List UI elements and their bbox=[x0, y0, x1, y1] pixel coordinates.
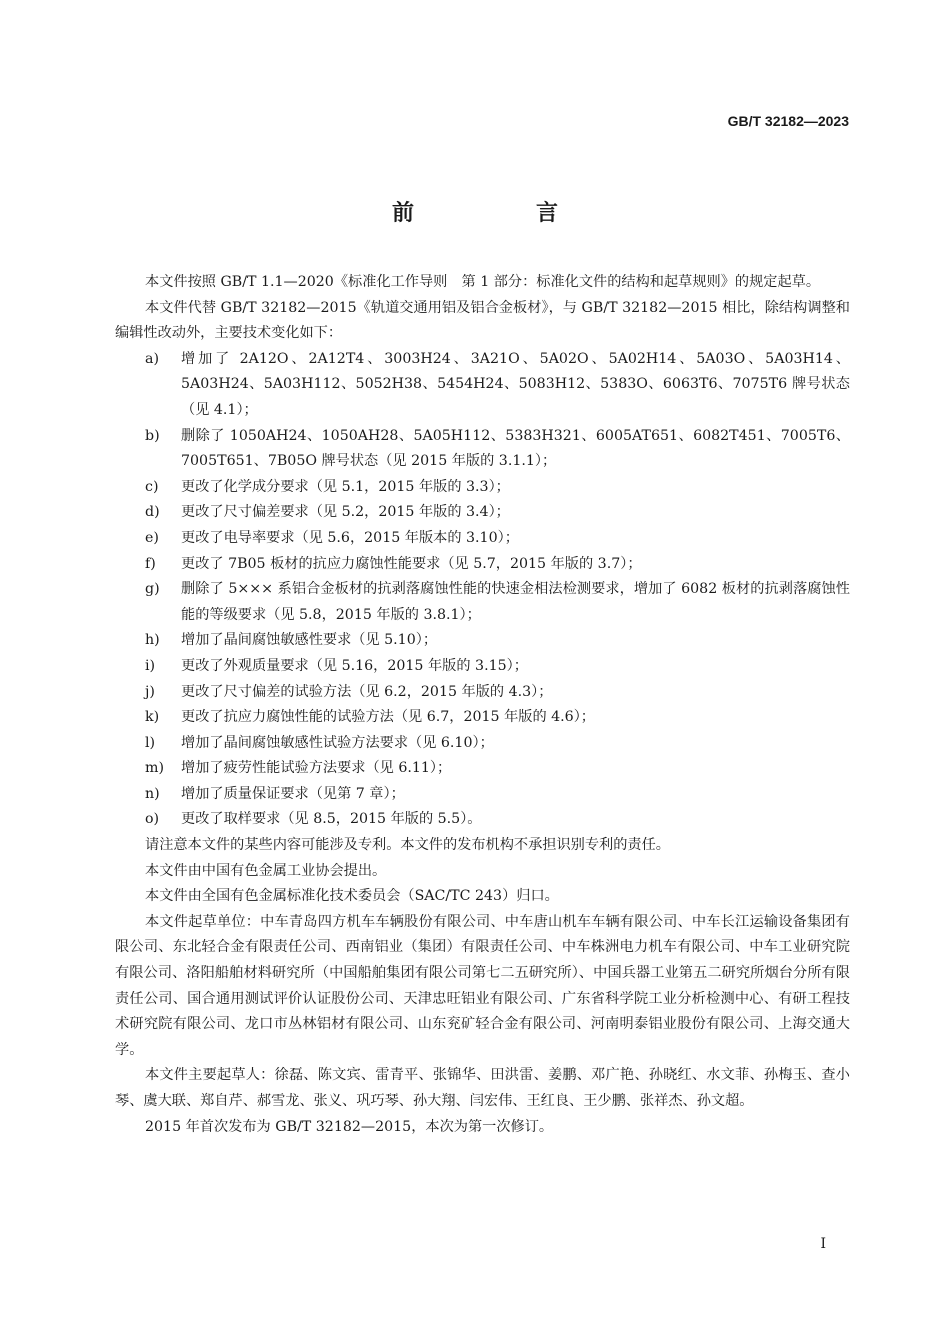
list-marker: a) bbox=[145, 350, 159, 367]
paragraph-proposer: 本文件由中国有色金属工业协会提出。 bbox=[145, 862, 387, 879]
list-marker: e) bbox=[145, 529, 159, 546]
list-marker: g) bbox=[145, 581, 160, 598]
list-item-text: 增加了质量保证要求（见第 7 章）； bbox=[181, 785, 405, 802]
changes-list bbox=[115, 347, 850, 833]
page-title: 前 言 bbox=[391, 201, 608, 226]
list-item-text: 增加了晶间腐蚀敏感性试验方法要求（见 6.10）； bbox=[181, 734, 494, 751]
list-marker: l) bbox=[145, 734, 156, 751]
list-item-text: 更改了电导率要求（见 5.6，2015 年版本的 3.10）； bbox=[181, 529, 519, 546]
list-item-text: 增加了晶间腐蚀敏感性要求（见 5.10）； bbox=[181, 632, 438, 649]
list-marker: c) bbox=[145, 478, 159, 495]
list-item bbox=[115, 782, 850, 808]
paragraph-patent-notice: 请注意本文件的某些内容可能涉及专利。本文件的发布机构不承担识别专利的责任。 bbox=[145, 837, 670, 854]
list-marker: f) bbox=[145, 555, 156, 572]
paragraph-drafting-rules: 本文件按照 GB/T 1.1—2020《标准化工作导则 第 1 部分：标准化文件的结构和起草规则》的规定起草。 bbox=[145, 274, 821, 290]
list-item-text: 更改了尺寸偏差的试验方法（见 6.2，2015 年版的 4.3）； bbox=[181, 683, 553, 700]
list-item bbox=[115, 731, 850, 757]
list-item bbox=[115, 500, 850, 526]
list-item bbox=[115, 628, 850, 654]
paragraph-committee: 本文件由全国有色金属标准化技术委员会（SAC/TC 243）归口。 bbox=[145, 888, 559, 905]
list-marker: k) bbox=[145, 709, 160, 726]
list-item bbox=[115, 475, 850, 501]
standard-code: GB/T 32182—2023 bbox=[727, 113, 849, 129]
list-marker: n) bbox=[145, 785, 160, 802]
list-marker: h) bbox=[145, 632, 160, 649]
list-item bbox=[115, 347, 850, 424]
list-marker: j) bbox=[145, 683, 155, 700]
list-item-text: 更改了 7B05 板材的抗应力腐蚀性能要求（见 5.7，2015 年版的 3.7）； bbox=[181, 555, 642, 572]
list-item bbox=[115, 526, 850, 552]
list-item-text: 更改了抗应力腐蚀性能的试验方法（见 6.7，2015 年版的 4.6）； bbox=[181, 709, 595, 726]
list-item bbox=[115, 577, 850, 628]
list-marker: b) bbox=[145, 427, 160, 444]
list-item bbox=[115, 654, 850, 680]
list-item-text: 删除了 1050AH24、1050AH28、5A05H112、5383H321、6005AT651、6082T451、7005T6、7005T651、7B05O 牌号状态（见 2015 年版的 3.1.1）； bbox=[181, 427, 850, 470]
list-item-text: 增加了 2A12O、2A12T4、3003H24、3A21O、5A02O、5A02H14、5A03O、5A03H14、5A03H24、5A03H112、5052H38、5454H24、5083H12、5383O、6063T6、7075T6 牌号状态（见 4.1）； bbox=[181, 350, 850, 418]
list-item-text: 更改了取样要求（见 8.5，2015 年版的 5.5）。 bbox=[181, 811, 482, 828]
list-item bbox=[115, 756, 850, 782]
list-item bbox=[115, 680, 850, 706]
list-marker: i) bbox=[145, 657, 156, 674]
list-item-text: 增加了疲劳性能试验方法要求（见 6.11）； bbox=[181, 760, 452, 777]
list-item-text: 更改了外观质量要求（见 5.16，2015 年版的 3.15）； bbox=[181, 657, 528, 674]
list-item bbox=[115, 552, 850, 578]
paragraph-drafting-units: 本文件起草单位：中车青岛四方机车车辆股份有限公司、中车唐山机车车辆有限公司、中车长江运输设备集团有限公司、东北轻合金有限责任公司、西南铝业（集团）有限责任公司、中车株洲电力机车有限公司、中车工业研究院有限公司、洛阳船舶材料研究所（中国船舶集团有限公司第七二五研究所）、中国兵器工业第五二研究所烟台分所有限责任公司、国合通用测试评价认证股份公司、天津忠旺铝业有限公司、广东省科学院工业分析检测中心、有研工程技术研究院有限公司、龙口市丛林铝材有限公司、山东兖矿轻合金有限公司、河南明泰铝业股份有限公司、上海交通大学。 bbox=[115, 913, 850, 1058]
list-item-text: 删除了 5××× 系铝合金板材的抗剥落腐蚀性能的快速金相法检测要求，增加了 6082 板材的抗剥落腐蚀性能的等级要求（见 5.8，2015 年版的 3.8.1）； bbox=[181, 581, 850, 623]
list-item bbox=[115, 807, 850, 833]
paragraph-drafters: 本文件主要起草人：徐磊、陈文宾、雷青平、张锦华、田洪雷、姜鹏、邓广艳、孙晓红、水文菲、孙梅玉、查小琴、虞大联、郑自芹、郝雪龙、张义、巩巧琴、孙大翔、闫宏伟、王红良、王少鹏、张祥杰、孙文超。 bbox=[115, 1067, 850, 1109]
list-item-text: 更改了化学成分要求（见 5.1，2015 年版的 3.3）； bbox=[181, 478, 510, 495]
foreword-body bbox=[115, 270, 850, 1140]
paragraph-history: 2015 年首次发布为 GB/T 32182—2015，本次为第一次修订。 bbox=[145, 1118, 554, 1135]
list-marker: m) bbox=[145, 760, 164, 777]
list-marker: o) bbox=[145, 811, 160, 828]
page-number: I bbox=[820, 1236, 826, 1252]
list-marker: d) bbox=[145, 504, 160, 521]
list-item bbox=[115, 705, 850, 731]
paragraph-replacement: 本文件代替 GB/T 32182—2015《轨道交通用铝及铝合金板材》，与 GB/T 32182—2015 相比，除结构调整和编辑性改动外，主要技术变化如下： bbox=[115, 299, 850, 342]
list-item-text: 更改了尺寸偏差要求（见 5.2，2015 年版的 3.4）； bbox=[181, 504, 510, 521]
list-item bbox=[115, 424, 850, 475]
